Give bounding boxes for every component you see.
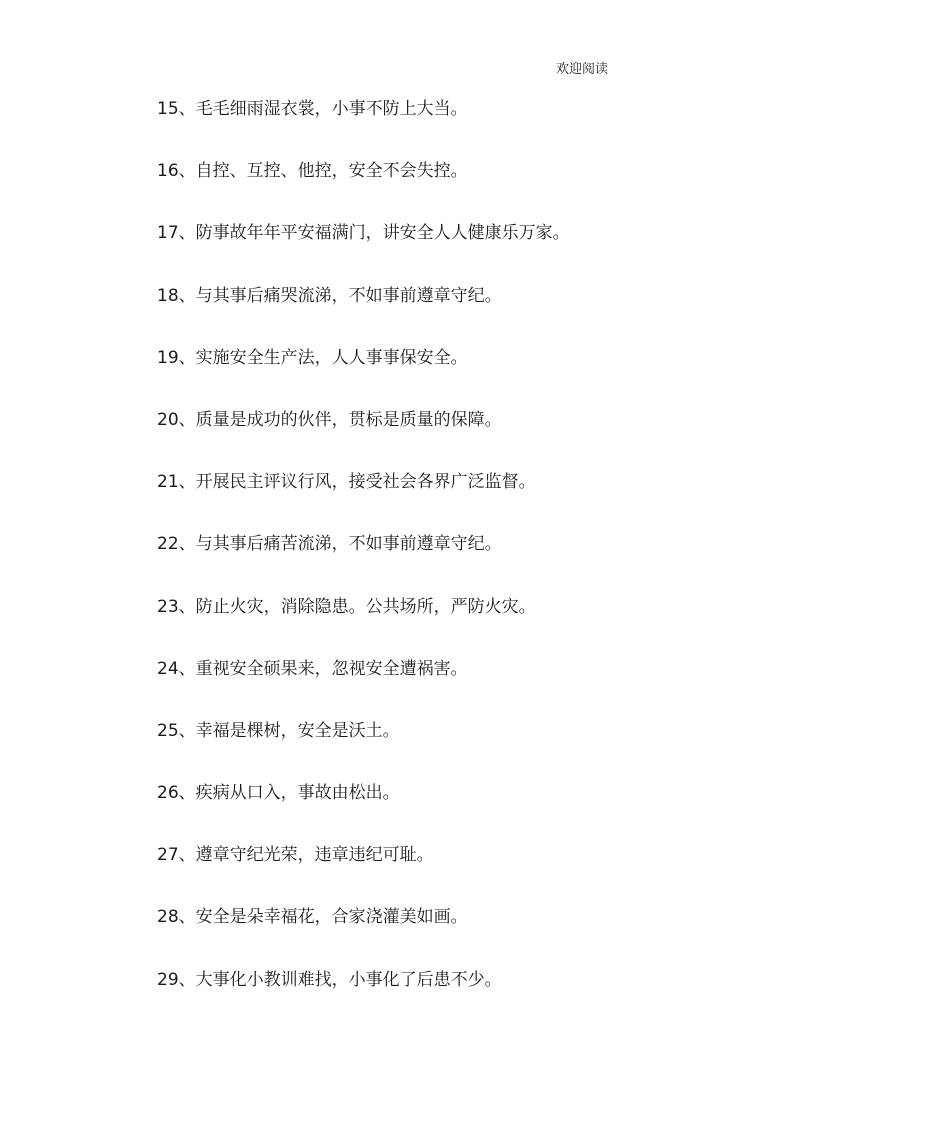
list-item: 24、重视安全硕果来，忽视安全遭祸害。 xyxy=(157,658,468,679)
list-item: 17、防事故年年平安福满门，讲安全人人健康乐万家。 xyxy=(157,223,570,244)
list-item: 29、大事化小教训难找，小事化了后患不少。 xyxy=(157,969,502,990)
list-item: 21、开展民主评议行风，接受社会各界广泛监督。 xyxy=(157,472,536,493)
list-item: 19、实施安全生产法，人人事事保安全。 xyxy=(157,347,468,368)
list-item: 23、防止火灾，消除隐患。公共场所，严防火灾。 xyxy=(157,596,536,617)
list-item: 20、质量是成功的伙伴，贯标是质量的保障。 xyxy=(157,409,502,430)
list-item: 18、与其事后痛哭流涕，不如事前遵章守纪。 xyxy=(157,285,502,306)
page-header: 欢迎阅读 xyxy=(556,62,609,77)
list-item: 22、与其事后痛苦流涕，不如事前遵章守纪。 xyxy=(157,534,502,555)
list-item: 26、疾病从口入，事故由松出。 xyxy=(157,783,400,804)
list-item: 27、遵章守纪光荣，违章违纪可耻。 xyxy=(157,845,434,866)
list-item: 28、安全是朵幸福花，合家浇灌美如画。 xyxy=(157,907,468,928)
list-item: 16、自控、互控、他控，安全不会失控。 xyxy=(157,161,468,182)
list-item: 15、毛毛细雨湿衣裳，小事不防上大当。 xyxy=(157,99,468,119)
slogan-list xyxy=(157,97,570,1030)
list-item: 25、幸福是棵树，安全是沃土。 xyxy=(157,720,400,741)
